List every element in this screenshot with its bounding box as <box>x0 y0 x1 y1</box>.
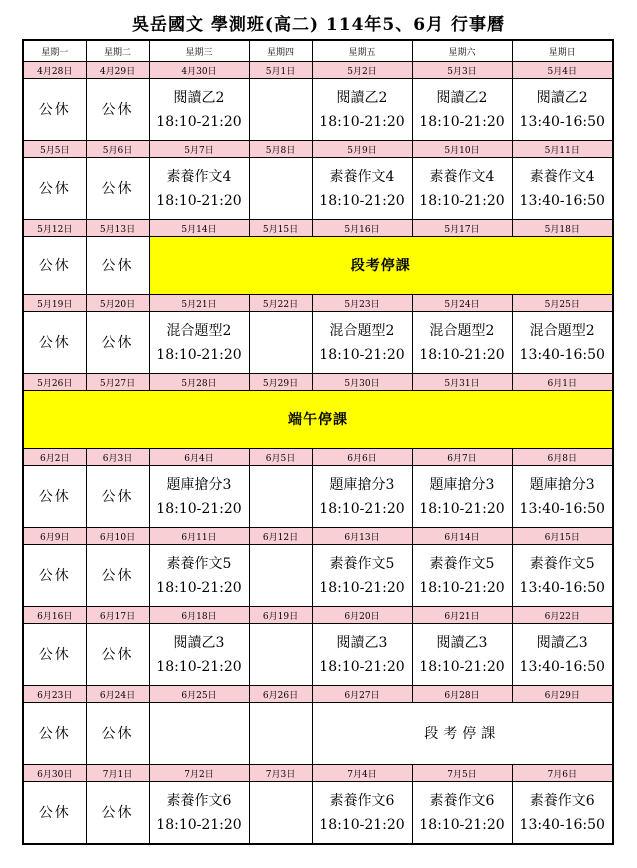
date-row <box>23 765 613 782</box>
date-cell: 6月7日 <box>412 449 512 466</box>
date-cell: 5月20日 <box>86 295 149 312</box>
date-cell: 6月25日 <box>149 686 249 703</box>
date-cell: 7月2日 <box>149 765 249 782</box>
class-cell <box>149 782 249 845</box>
course-name: 素養作文6 <box>429 792 495 809</box>
empty-cell <box>249 79 312 141</box>
closed-cell: 公休 <box>23 545 86 607</box>
class-time: 13:40-16:50 <box>519 346 605 363</box>
date-row <box>23 141 613 158</box>
weekday-header: 星期日 <box>512 40 613 62</box>
weekday-header: 星期二 <box>86 40 149 62</box>
class-time: 18:10-21:20 <box>419 192 505 209</box>
date-cell: 5月25日 <box>512 295 613 312</box>
date-cell: 6月6日 <box>312 449 412 466</box>
class-cell <box>312 158 412 220</box>
closed-cell: 公休 <box>86 703 149 765</box>
closed-cell: 公休 <box>23 782 86 845</box>
date-row <box>23 449 613 466</box>
date-row <box>23 686 613 703</box>
date-cell: 5月8日 <box>249 141 312 158</box>
course-name: 素養作文6 <box>529 792 595 809</box>
class-time: 18:10-21:20 <box>156 658 242 675</box>
course-name: 題庫搶分3 <box>329 476 395 493</box>
class-cell <box>512 624 613 686</box>
course-name: 素養作文4 <box>529 168 595 185</box>
class-cell <box>312 466 412 528</box>
class-row <box>23 237 613 295</box>
date-cell: 5月19日 <box>23 295 86 312</box>
empty-cell <box>249 782 312 845</box>
course-name: 閱讀乙3 <box>336 634 388 651</box>
class-row <box>23 624 613 686</box>
closed-cell: 公休 <box>86 158 149 220</box>
class-time: 18:10-21:20 <box>419 346 505 363</box>
class-cell <box>512 466 613 528</box>
date-cell: 5月1日 <box>249 62 312 79</box>
class-time: 13:40-16:50 <box>519 500 605 517</box>
date-cell: 5月4日 <box>512 62 613 79</box>
course-name: 素養作文4 <box>166 168 232 185</box>
date-cell: 5月13日 <box>86 220 149 237</box>
course-name: 閱讀乙2 <box>336 89 388 106</box>
closed-cell: 公休 <box>86 624 149 686</box>
class-time: 18:10-21:20 <box>156 500 242 517</box>
course-name: 閱讀乙3 <box>173 634 225 651</box>
course-name: 閱讀乙2 <box>536 89 588 106</box>
empty-cell <box>249 466 312 528</box>
calendar-table <box>22 39 614 845</box>
date-cell: 5月5日 <box>23 141 86 158</box>
date-cell: 4月30日 <box>149 62 249 79</box>
class-cell <box>412 466 512 528</box>
date-cell: 6月29日 <box>512 686 613 703</box>
date-cell: 5月14日 <box>149 220 249 237</box>
exam-suspension-banner: 段考停課 <box>149 237 613 295</box>
closed-cell: 公休 <box>86 237 149 295</box>
date-row <box>23 295 613 312</box>
course-name: 題庫搶分3 <box>166 476 232 493</box>
course-name: 素養作文5 <box>529 555 595 572</box>
date-cell: 6月18日 <box>149 607 249 624</box>
date-cell: 7月4日 <box>312 765 412 782</box>
date-row <box>23 220 613 237</box>
date-cell: 5月12日 <box>23 220 86 237</box>
class-time: 18:10-21:20 <box>156 816 242 833</box>
date-cell: 6月4日 <box>149 449 249 466</box>
date-cell: 5月30日 <box>312 374 412 391</box>
class-cell <box>512 79 613 141</box>
class-time: 18:10-21:20 <box>319 192 405 209</box>
class-cell <box>149 158 249 220</box>
closed-cell: 公休 <box>86 782 149 845</box>
empty-cell <box>249 312 312 374</box>
class-cell <box>412 624 512 686</box>
date-cell: 7月3日 <box>249 765 312 782</box>
class-time: 18:10-21:20 <box>319 579 405 596</box>
class-row <box>23 466 613 528</box>
date-cell: 5月24日 <box>412 295 512 312</box>
class-cell <box>149 312 249 374</box>
class-cell <box>312 782 412 845</box>
course-name: 素養作文6 <box>166 792 232 809</box>
course-name: 題庫搶分3 <box>429 476 495 493</box>
class-cell <box>412 545 512 607</box>
class-time: 18:10-21:20 <box>156 113 242 130</box>
course-name: 題庫搶分3 <box>529 476 595 493</box>
class-row <box>23 782 613 845</box>
date-cell: 6月24日 <box>86 686 149 703</box>
date-cell: 6月12日 <box>249 528 312 545</box>
date-cell: 6月20日 <box>312 607 412 624</box>
date-cell: 6月27日 <box>312 686 412 703</box>
date-cell: 4月28日 <box>23 62 86 79</box>
class-time: 13:40-16:50 <box>519 579 605 596</box>
date-cell: 6月23日 <box>23 686 86 703</box>
course-name: 素養作文6 <box>329 792 395 809</box>
class-cell <box>312 312 412 374</box>
date-cell: 7月5日 <box>412 765 512 782</box>
date-cell: 6月16日 <box>23 607 86 624</box>
date-row <box>23 62 613 79</box>
weekday-header-row <box>23 40 613 62</box>
closed-cell: 公休 <box>86 466 149 528</box>
page-title: 吳岳國文 學測班(高二) 114年5、6月 行事曆 <box>132 15 505 35</box>
date-cell: 5月23日 <box>312 295 412 312</box>
date-cell: 5月2日 <box>312 62 412 79</box>
class-cell <box>149 79 249 141</box>
class-time: 13:40-16:50 <box>519 192 605 209</box>
class-time: 18:10-21:20 <box>156 579 242 596</box>
class-row <box>23 79 613 141</box>
course-name: 混合題型2 <box>329 322 395 339</box>
empty-cell <box>249 158 312 220</box>
class-row <box>23 391 613 449</box>
date-cell: 5月29日 <box>249 374 312 391</box>
class-row <box>23 703 613 765</box>
class-time: 18:10-21:20 <box>419 113 505 130</box>
class-time: 18:10-21:20 <box>319 816 405 833</box>
date-cell: 6月26日 <box>249 686 312 703</box>
date-row <box>23 528 613 545</box>
date-cell: 5月6日 <box>86 141 149 158</box>
date-cell: 6月30日 <box>23 765 86 782</box>
date-cell: 4月29日 <box>86 62 149 79</box>
date-cell: 5月9日 <box>312 141 412 158</box>
empty-cell <box>249 545 312 607</box>
course-name: 閱讀乙3 <box>436 634 488 651</box>
course-name: 素養作文5 <box>429 555 495 572</box>
date-cell: 5月11日 <box>512 141 613 158</box>
closed-cell: 公休 <box>86 79 149 141</box>
class-row <box>23 312 613 374</box>
date-cell: 5月22日 <box>249 295 312 312</box>
date-cell: 5月17日 <box>412 220 512 237</box>
weekday-header: 星期四 <box>249 40 312 62</box>
class-cell <box>412 79 512 141</box>
date-cell: 6月19日 <box>249 607 312 624</box>
class-cell <box>149 545 249 607</box>
class-cell <box>412 782 512 845</box>
class-time: 18:10-21:20 <box>156 192 242 209</box>
closed-cell: 公休 <box>86 545 149 607</box>
date-cell: 6月9日 <box>23 528 86 545</box>
class-time: 13:40-16:50 <box>519 658 605 675</box>
closed-cell: 公休 <box>23 703 86 765</box>
date-cell: 5月28日 <box>149 374 249 391</box>
class-time: 18:10-21:20 <box>319 113 405 130</box>
class-time: 18:10-21:20 <box>156 346 242 363</box>
date-cell: 5月18日 <box>512 220 613 237</box>
date-cell: 6月21日 <box>412 607 512 624</box>
date-cell: 6月2日 <box>23 449 86 466</box>
class-time: 18:10-21:20 <box>319 500 405 517</box>
empty-cell <box>149 703 249 765</box>
class-cell <box>512 312 613 374</box>
date-cell: 7月1日 <box>86 765 149 782</box>
date-cell: 5月27日 <box>86 374 149 391</box>
class-time: 18:10-21:20 <box>419 500 505 517</box>
course-name: 混合題型2 <box>166 322 232 339</box>
class-time: 13:40-16:50 <box>519 816 605 833</box>
date-cell: 5月31日 <box>412 374 512 391</box>
closed-cell: 公休 <box>23 158 86 220</box>
weekday-header: 星期五 <box>312 40 412 62</box>
closed-cell: 公休 <box>86 312 149 374</box>
date-row <box>23 607 613 624</box>
date-cell: 6月15日 <box>512 528 613 545</box>
date-cell: 6月14日 <box>412 528 512 545</box>
closed-cell: 公休 <box>23 466 86 528</box>
class-cell <box>412 158 512 220</box>
class-time: 18:10-21:20 <box>319 658 405 675</box>
class-time: 18:10-21:20 <box>419 816 505 833</box>
closed-cell: 公休 <box>23 312 86 374</box>
date-cell: 6月28日 <box>412 686 512 703</box>
exam-suspension-banner: 段考停課 <box>312 703 613 765</box>
course-name: 混合題型2 <box>429 322 495 339</box>
class-cell <box>312 624 412 686</box>
class-time: 18:10-21:20 <box>419 579 505 596</box>
date-row <box>23 374 613 391</box>
class-cell <box>149 624 249 686</box>
class-cell <box>512 545 613 607</box>
course-name: 素養作文4 <box>429 168 495 185</box>
class-cell <box>312 79 412 141</box>
class-time: 13:40-16:50 <box>519 113 605 130</box>
date-cell: 6月8日 <box>512 449 613 466</box>
course-name: 混合題型2 <box>529 322 595 339</box>
closed-cell: 公休 <box>23 79 86 141</box>
class-row <box>23 158 613 220</box>
course-name: 素養作文4 <box>329 168 395 185</box>
date-cell: 6月13日 <box>312 528 412 545</box>
class-row <box>23 545 613 607</box>
date-cell: 6月10日 <box>86 528 149 545</box>
date-cell: 5月3日 <box>412 62 512 79</box>
date-cell: 5月21日 <box>149 295 249 312</box>
class-cell <box>149 466 249 528</box>
class-cell <box>512 782 613 845</box>
class-cell <box>412 312 512 374</box>
weekday-header: 星期一 <box>23 40 86 62</box>
course-name: 閱讀乙2 <box>436 89 488 106</box>
date-cell: 5月7日 <box>149 141 249 158</box>
class-cell <box>312 545 412 607</box>
course-name: 閱讀乙2 <box>173 89 225 106</box>
date-cell: 6月11日 <box>149 528 249 545</box>
date-cell: 5月16日 <box>312 220 412 237</box>
closed-cell: 公休 <box>23 624 86 686</box>
date-cell: 6月1日 <box>512 374 613 391</box>
closed-cell: 公休 <box>23 237 86 295</box>
course-name: 閱讀乙3 <box>536 634 588 651</box>
course-name: 素養作文5 <box>166 555 232 572</box>
course-name: 素養作文5 <box>329 555 395 572</box>
date-cell: 6月3日 <box>86 449 149 466</box>
class-cell <box>512 158 613 220</box>
holiday-banner: 端午停課 <box>23 391 613 449</box>
weekday-header: 星期三 <box>149 40 249 62</box>
date-cell: 5月10日 <box>412 141 512 158</box>
weekday-header: 星期六 <box>412 40 512 62</box>
empty-cell <box>249 624 312 686</box>
date-cell: 6月22日 <box>512 607 613 624</box>
date-cell: 6月5日 <box>249 449 312 466</box>
date-cell: 6月17日 <box>86 607 149 624</box>
class-time: 18:10-21:20 <box>319 346 405 363</box>
date-cell: 5月26日 <box>23 374 86 391</box>
empty-cell <box>249 703 312 765</box>
date-cell: 7月6日 <box>512 765 613 782</box>
date-cell: 5月15日 <box>249 220 312 237</box>
class-time: 18:10-21:20 <box>419 658 505 675</box>
